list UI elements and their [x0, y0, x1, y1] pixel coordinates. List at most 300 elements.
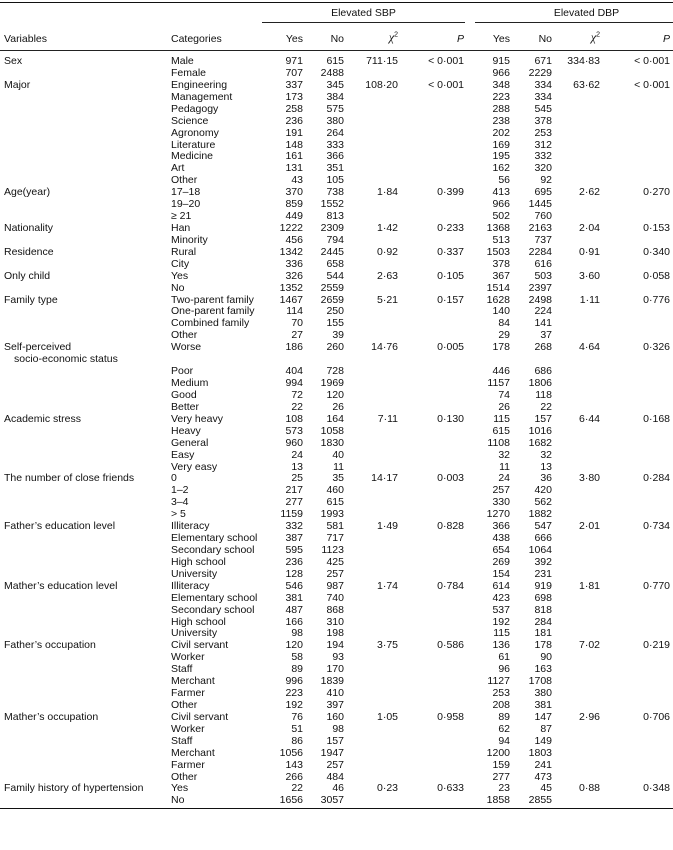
sbp-yes-cell: 707: [285, 66, 303, 79]
dbp-no-cell: 92: [540, 174, 552, 187]
sbp-no-cell: 351: [326, 162, 344, 175]
dbp-yes-cell: 966: [492, 198, 510, 211]
category-cell: Pedagogy: [171, 102, 219, 115]
sbp-no-cell: 1993: [320, 508, 344, 521]
dbp-no-cell: 224: [534, 305, 552, 318]
sbp-yes-cell: 859: [285, 198, 303, 211]
category-cell: 19–20: [171, 198, 201, 211]
dbp-yes-cell: 1858: [486, 794, 510, 807]
sbp-yes-cell: 258: [285, 102, 303, 115]
dbp-yes-cell: 288: [492, 102, 510, 115]
sbp-no-cell: 257: [326, 567, 344, 580]
sbp-p-value-cell: 0·105: [437, 269, 464, 282]
sbp-no-cell: 1969: [320, 377, 344, 389]
sbp-no-column-header: No: [330, 33, 344, 45]
sbp-yes-cell: 960: [285, 436, 303, 449]
dbp-no-cell: 147: [534, 710, 552, 723]
dbp-chi-square-cell: 6·44: [578, 412, 600, 425]
dbp-no-cell: 2498: [528, 293, 552, 306]
sbp-no-cell: 3057: [320, 794, 344, 807]
sbp-no-cell: 658: [326, 257, 344, 270]
dbp-no-cell: 1806: [528, 377, 552, 389]
sbp-no-cell: 2488: [320, 66, 344, 79]
dbp-yes-cell: 966: [492, 66, 510, 79]
sbp-no-cell: 738: [326, 186, 344, 199]
dbp-no-cell: 118: [535, 388, 552, 401]
dbp-group-rule: [475, 22, 673, 23]
dbp-yes-cell: 26: [498, 400, 510, 413]
dbp-no-cell: 1708: [528, 675, 552, 688]
dbp-yes-cell: 269: [492, 555, 510, 568]
category-cell: Combined family: [171, 317, 250, 330]
dbp-yes-cell: 1628: [486, 293, 510, 306]
dbp-yes-cell: 115: [493, 412, 510, 425]
dbp-yes-cell: 159: [492, 758, 510, 771]
dbp-yes-cell: 1270: [486, 508, 510, 521]
sbp-yes-cell: 1656: [279, 794, 303, 807]
dbp-chi-square-cell: 2·04: [578, 222, 600, 234]
dbp-no-cell: 378: [534, 114, 552, 127]
variable-cell: Nationality: [4, 222, 54, 234]
dbp-chi-square-cell: 1·81: [578, 579, 600, 592]
dbp-no-cell: 87: [540, 722, 552, 735]
dbp-no-cell: 22: [540, 400, 552, 413]
variable-cell: Family type: [4, 293, 58, 306]
dbp-no-cell: 32: [540, 448, 552, 461]
sbp-yes-cell: 236: [285, 114, 303, 127]
dbp-yes-cell: 277: [492, 770, 510, 783]
sbp-no-cell: 425: [326, 555, 344, 568]
sbp-no-cell: 397: [326, 698, 344, 711]
dbp-no-cell: 157: [534, 412, 552, 425]
sbp-no-cell: 120: [326, 388, 344, 401]
dbp-yes-cell: 366: [492, 520, 510, 533]
sbp-yes-cell: 236: [285, 555, 303, 568]
dbp-yes-cell: 330: [492, 496, 510, 509]
dbp-no-cell: 2284: [528, 245, 552, 258]
dbp-no-cell: 2855: [528, 794, 552, 807]
variable-cell: Mather’s occupation: [4, 710, 99, 723]
dbp-yes-cell: 438: [492, 532, 510, 544]
sbp-no-cell: 35: [332, 472, 344, 485]
sbp-yes-cell: 58: [291, 651, 303, 664]
dbp-no-cell: 36: [540, 472, 552, 485]
sbp-no-cell: 40: [332, 448, 344, 461]
sbp-chi-square-cell: 0·92: [376, 245, 398, 258]
sbp-yes-cell: 186: [285, 341, 303, 354]
dbp-p-value-cell: 0·270: [643, 186, 670, 199]
sbp-yes-cell: 326: [285, 269, 303, 282]
sbp-yes-cell: 546: [285, 579, 303, 592]
sbp-no-cell: 155: [326, 317, 344, 330]
sbp-no-cell: 410: [326, 687, 344, 699]
sbp-no-cell: 198: [326, 627, 344, 640]
sbp-yes-cell: 1352: [279, 281, 303, 294]
sbp-yes-cell: 114: [286, 305, 303, 318]
dbp-yes-cell: 513: [492, 233, 510, 246]
dbp-no-cell: 268: [534, 341, 552, 354]
dbp-no-column-header: No: [538, 33, 552, 45]
sbp-p-value-cell: 0·233: [437, 222, 464, 234]
category-cell: Illiteracy: [171, 520, 210, 533]
category-cell: Better: [171, 400, 200, 413]
dbp-no-cell: 392: [534, 555, 552, 568]
dbp-yes-cell: 136: [492, 639, 510, 652]
dbp-no-cell: 334: [534, 78, 552, 91]
dbp-no-cell: 666: [534, 532, 552, 544]
sbp-chi-square-header: $\chi^2$: [388, 30, 398, 44]
dbp-yes-cell: 74: [498, 388, 510, 401]
category-cell: Medium: [171, 377, 209, 389]
dbp-no-cell: 420: [534, 484, 552, 497]
sbp-p-value-cell: < 0·001: [428, 78, 464, 91]
sbp-yes-cell: 332: [285, 520, 303, 533]
dbp-yes-cell: 502: [492, 210, 510, 222]
sbp-yes-cell: 1056: [279, 746, 303, 759]
dbp-no-cell: 163: [534, 663, 552, 676]
dbp-no-cell: 90: [540, 651, 552, 664]
category-cell: 17–18: [171, 186, 201, 199]
sbp-no-cell: 157: [326, 734, 344, 747]
variable-cell: Age(year): [4, 186, 51, 199]
dbp-chi-square-cell: 334·83: [567, 55, 600, 67]
category-cell: University: [171, 567, 218, 580]
sbp-chi-square-cell: 3·75: [376, 639, 398, 652]
category-cell: Very heavy: [171, 412, 223, 425]
dbp-yes-cell: 223: [492, 90, 510, 103]
sbp-no-cell: 1830: [320, 436, 344, 449]
sbp-yes-cell: 161: [285, 150, 303, 163]
category-cell: > 5: [171, 508, 186, 521]
sbp-p-value-cell: 0·828: [437, 520, 464, 533]
sbp-yes-cell: 456: [285, 233, 303, 246]
sbp-chi-square-cell: 2·63: [376, 269, 398, 282]
dbp-no-cell: 686: [534, 365, 552, 378]
sbp-no-cell: 740: [326, 591, 344, 604]
sbp-yes-cell: 217: [285, 484, 303, 497]
dbp-no-cell: 503: [534, 269, 552, 282]
dbp-yes-cell: 253: [492, 687, 510, 699]
dbp-no-cell: 241: [534, 758, 552, 771]
category-cell: Elementary school: [171, 591, 258, 604]
sbp-yes-cell: 223: [285, 687, 303, 699]
dbp-p-value-cell: < 0·001: [634, 78, 670, 91]
dbp-yes-cell: 1368: [486, 222, 510, 234]
category-cell: Civil servant: [171, 710, 229, 723]
dbp-yes-cell: 238: [492, 114, 510, 127]
category-cell: Merchant: [171, 746, 215, 759]
dbp-no-cell: 381: [534, 698, 552, 711]
category-cell: Worse: [171, 341, 202, 354]
sbp-no-cell: 46: [332, 782, 344, 795]
dbp-yes-cell: 140: [492, 305, 510, 318]
dbp-p-value-cell: 0·770: [643, 579, 670, 592]
sbp-no-cell: 250: [326, 305, 344, 318]
dbp-yes-cell: 169: [492, 138, 510, 151]
dbp-yes-cell: 56: [498, 174, 510, 187]
sbp-yes-cell: 25: [291, 472, 303, 485]
sbp-no-cell: 544: [326, 269, 344, 282]
category-cell: Secondary school: [171, 543, 255, 556]
sbp-yes-cell: 370: [285, 186, 303, 199]
dbp-p-value-cell: 0·284: [643, 472, 670, 485]
sbp-yes-cell: 277: [285, 496, 303, 509]
sbp-no-cell: 1552: [320, 198, 344, 211]
dbp-no-cell: 149: [534, 734, 552, 747]
dbp-no-cell: 253: [534, 126, 552, 139]
dbp-yes-cell: 61: [498, 651, 510, 664]
dbp-no-cell: 671: [534, 55, 552, 67]
variable-cell: Father’s education level: [4, 520, 116, 533]
category-cell: Rural: [171, 245, 197, 258]
dbp-yes-cell: 154: [492, 567, 510, 580]
dbp-no-cell: 2229: [528, 66, 552, 79]
category-cell: City: [171, 257, 190, 270]
sbp-yes-cell: 1159: [280, 508, 303, 521]
variable-cell: Sex: [4, 55, 23, 67]
categories-column-header: Categories: [171, 33, 222, 45]
sbp-p-value-cell: 0·399: [437, 186, 464, 199]
sbp-chi-square-cell: 14·76: [371, 341, 398, 354]
dbp-yes-cell: 378: [492, 257, 510, 270]
dbp-chi-square-cell: 0·88: [578, 782, 600, 795]
category-cell: Two-parent family: [171, 293, 254, 306]
dbp-yes-cell: 257: [492, 484, 510, 497]
category-cell: University: [171, 627, 218, 640]
sbp-no-cell: 93: [332, 651, 344, 664]
dbp-yes-cell: 178: [492, 341, 510, 354]
sbp-yes-cell: 487: [285, 603, 303, 616]
sbp-yes-cell: 573: [285, 424, 303, 437]
variable-cell: Only child: [4, 269, 51, 282]
dbp-yes-cell: 96: [498, 663, 510, 676]
sbp-yes-cell: 1467: [279, 293, 303, 306]
dbp-no-cell: 1445: [528, 198, 552, 211]
dbp-yes-cell: 1514: [486, 281, 510, 294]
category-cell: Medicine: [171, 150, 214, 163]
dbp-no-cell: 1682: [528, 436, 552, 449]
sbp-yes-cell: 173: [285, 90, 303, 103]
sbp-yes-cell: 72: [291, 388, 303, 401]
dbp-p-value-header: P: [662, 33, 670, 45]
sbp-p-value-cell: 0·784: [437, 579, 464, 592]
variable-cell: Mather’s education level: [4, 579, 118, 592]
category-cell: Staff: [171, 734, 193, 747]
sbp-p-value-cell: 0·586: [437, 639, 464, 652]
table-bottom-rule: [0, 808, 673, 809]
sbp-chi-square-cell: 5·21: [376, 293, 398, 306]
sbp-no-cell: 264: [326, 126, 344, 139]
category-cell: High school: [171, 615, 226, 628]
category-cell: Management: [171, 90, 233, 103]
category-cell: Art: [171, 162, 185, 175]
sbp-no-cell: 26: [332, 400, 344, 413]
sbp-yes-cell: 191: [285, 126, 303, 139]
sbp-yes-cell: 449: [285, 210, 303, 222]
dbp-p-value-cell: 0·058: [643, 269, 670, 282]
sbp-no-cell: 260: [326, 341, 344, 354]
header-bottom-rule: [0, 50, 673, 51]
category-cell: Illiteracy: [171, 579, 210, 592]
sbp-yes-cell: 148: [285, 138, 303, 151]
variable-cell: Academic stress: [4, 412, 82, 425]
dbp-yes-cell: 24: [498, 472, 510, 485]
sbp-no-cell: 333: [326, 138, 344, 151]
category-cell: Elementary school: [171, 532, 258, 544]
dbp-yes-cell: 11: [499, 460, 510, 473]
dbp-no-cell: 695: [534, 186, 552, 199]
sbp-yes-cell: 595: [285, 543, 303, 556]
category-cell: Other: [171, 698, 198, 711]
dbp-p-value-cell: 0·706: [643, 710, 670, 723]
dbp-yes-cell: 1200: [486, 746, 510, 759]
dbp-yes-cell: 615: [492, 424, 510, 437]
dbp-no-cell: 737: [534, 233, 552, 246]
sbp-p-value-cell: 0·130: [437, 412, 464, 425]
dbp-yes-cell: 89: [498, 710, 510, 723]
sbp-yes-cell: 120: [285, 639, 303, 652]
sbp-chi-square-cell: 14·17: [371, 472, 398, 485]
sbp-yes-cell: 336: [285, 257, 303, 270]
sbp-yes-cell: 994: [285, 377, 303, 389]
dbp-p-value-cell: 0·734: [643, 520, 670, 533]
sbp-yes-cell: 166: [285, 615, 303, 628]
category-cell: Worker: [171, 651, 205, 664]
sbp-yes-cell: 22: [291, 400, 303, 413]
category-cell: ≥ 21: [171, 210, 192, 222]
category-cell: Heavy: [171, 424, 201, 437]
dbp-no-cell: 1803: [528, 746, 552, 759]
sbp-no-cell: 105: [326, 174, 344, 187]
sbp-chi-square-cell: 1·84: [376, 186, 398, 199]
category-cell: Other: [171, 329, 198, 342]
dbp-yes-cell: 29: [498, 329, 510, 342]
dbp-yes-cell: 614: [492, 579, 510, 592]
dbp-yes-cell: 446: [492, 365, 510, 378]
dbp-yes-cell: 84: [498, 317, 510, 330]
sbp-chi-square-cell: 1·49: [376, 520, 398, 533]
dbp-yes-cell: 654: [492, 543, 510, 556]
dbp-no-cell: 2397: [528, 281, 552, 294]
dbp-yes-cell: 413: [492, 186, 510, 199]
dbp-no-cell: 2163: [528, 222, 552, 234]
sbp-no-cell: 615: [326, 496, 344, 509]
sbp-no-cell: 257: [326, 758, 344, 771]
sbp-no-cell: 2659: [320, 293, 344, 306]
dbp-yes-column-header: Yes: [492, 33, 510, 45]
category-cell: Easy: [171, 448, 195, 461]
sbp-no-cell: 345: [326, 78, 344, 91]
sbp-yes-cell: 43: [291, 174, 303, 187]
sbp-no-cell: 575: [326, 102, 344, 115]
sbp-no-cell: 366: [326, 150, 344, 163]
dbp-no-cell: 320: [534, 162, 552, 175]
sbp-no-cell: 987: [326, 579, 344, 592]
dbp-no-cell: 13: [540, 460, 552, 473]
sbp-no-cell: 1123: [321, 543, 344, 556]
category-cell: Other: [171, 174, 198, 187]
variable-cell: Residence: [4, 245, 54, 258]
dbp-no-cell: 547: [534, 520, 552, 533]
sbp-yes-cell: 86: [291, 734, 303, 747]
dbp-p-value-cell: 0·326: [643, 341, 670, 354]
sbp-yes-cell: 996: [285, 675, 303, 688]
sbp-chi-square-cell: 1·42: [376, 222, 398, 234]
category-cell: Literature: [171, 138, 216, 151]
sbp-no-cell: 380: [326, 114, 344, 127]
dbp-yes-cell: 162: [492, 162, 510, 175]
sbp-yes-cell: 51: [291, 722, 303, 735]
dbp-chi-square-cell: 2·62: [578, 186, 600, 199]
dbp-yes-cell: 348: [492, 78, 510, 91]
sbp-no-cell: 813: [326, 210, 344, 222]
dbp-yes-cell: 423: [492, 591, 510, 604]
dbp-no-cell: 919: [534, 579, 552, 592]
sbp-no-cell: 1947: [320, 746, 344, 759]
dbp-no-cell: 334: [534, 90, 552, 103]
sbp-no-cell: 11: [333, 460, 344, 473]
sbp-yes-cell: 192: [285, 698, 303, 711]
dbp-yes-cell: 62: [498, 722, 510, 735]
sbp-yes-cell: 70: [291, 317, 303, 330]
sbp-chi-square-cell: 711·15: [366, 55, 398, 67]
category-cell: Agronomy: [171, 126, 219, 139]
dbp-chi-square-cell: 1·11: [579, 293, 600, 306]
category-cell: Yes: [171, 269, 189, 282]
sbp-group-rule: [262, 22, 465, 23]
category-cell: 3–4: [171, 496, 189, 509]
sbp-no-cell: 460: [326, 484, 344, 497]
category-cell: 1–2: [171, 484, 189, 497]
sbp-no-cell: 1058: [320, 424, 344, 437]
dbp-yes-cell: 32: [498, 448, 510, 461]
sbp-chi-square-cell: 0·23: [376, 782, 398, 795]
sbp-chi-square-cell: 1·74: [376, 579, 398, 592]
dbp-no-cell: 284: [534, 615, 552, 628]
sbp-no-cell: 160: [326, 710, 344, 723]
sbp-no-cell: 384: [326, 90, 344, 103]
sbp-yes-cell: 381: [285, 591, 303, 604]
sbp-p-value-cell: 0·337: [437, 245, 464, 258]
dbp-no-cell: 37: [540, 329, 552, 342]
sbp-no-cell: 728: [326, 365, 344, 378]
category-cell: Farmer: [171, 758, 205, 771]
sbp-group-header: Elevated SBP: [331, 7, 396, 19]
sbp-no-cell: 2309: [320, 222, 344, 234]
variable-cell: Self-perceived: [4, 341, 72, 354]
dbp-chi-square-cell: 7·02: [578, 639, 600, 652]
category-cell: 0: [171, 472, 177, 485]
sbp-no-cell: 2445: [320, 245, 344, 258]
category-cell: General: [171, 436, 209, 449]
sbp-p-value-cell: 0·005: [437, 341, 464, 354]
sbp-p-value-cell: 0·157: [437, 293, 464, 306]
dbp-p-value-cell: 0·168: [643, 412, 670, 425]
dbp-yes-cell: 537: [492, 603, 510, 616]
dbp-p-value-cell: < 0·001: [634, 55, 670, 67]
sbp-yes-cell: 98: [291, 627, 303, 640]
sbp-yes-cell: 1222: [279, 222, 303, 234]
dbp-chi-square-cell: 4·64: [578, 341, 600, 354]
dbp-no-cell: 1016: [528, 424, 552, 437]
sbp-yes-cell: 76: [291, 710, 303, 723]
dbp-yes-cell: 195: [492, 150, 510, 163]
category-cell: No: [171, 794, 185, 807]
dbp-yes-cell: 202: [492, 126, 510, 139]
sbp-yes-cell: 266: [285, 770, 303, 783]
dbp-yes-cell: 1127: [487, 675, 510, 688]
dbp-chi-square-cell: 3·80: [578, 472, 600, 485]
